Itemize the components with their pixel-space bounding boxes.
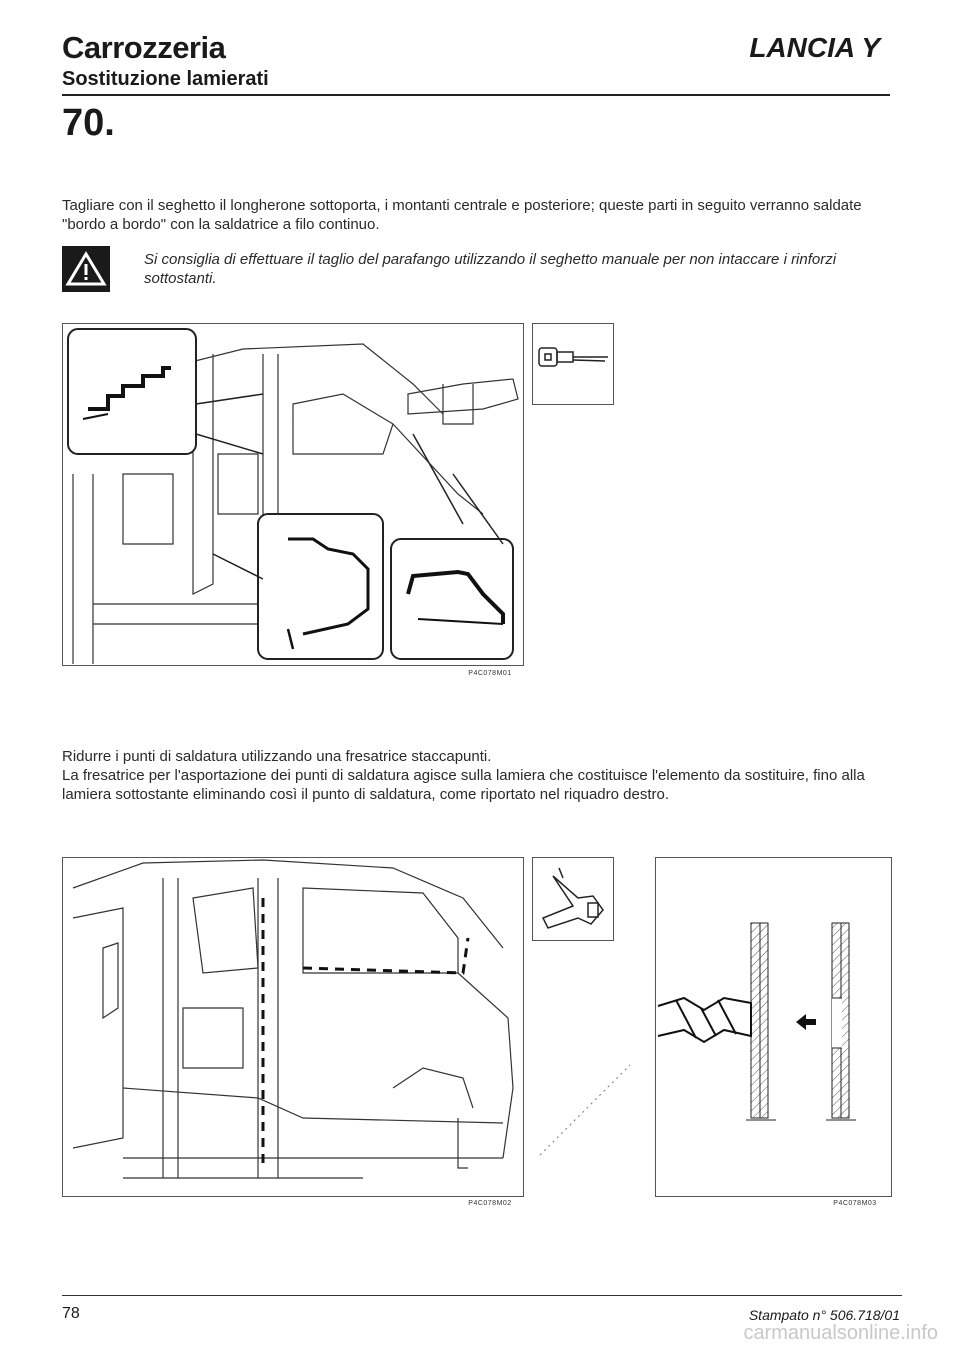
brand-label: LANCIA Y <box>749 32 880 63</box>
print-reference: Stampato n° 506.718/01 <box>748 1307 900 1323</box>
figure-3-caption: P4C078M03 <box>833 1200 877 1207</box>
header-rule <box>62 94 890 96</box>
spot-weld-cutter-icon <box>532 857 614 941</box>
section-number: 70. <box>62 102 115 144</box>
figure-2-caption: P4C078M02 <box>468 1200 512 1207</box>
warning-triangle-icon <box>62 246 110 292</box>
footer-rule <box>62 1295 902 1296</box>
page-subtitle: Sostituzione lamierati <box>62 68 269 90</box>
figure-2-car-body <box>62 857 524 1197</box>
dotted-leader-line <box>530 1060 640 1160</box>
figure-3-drill-detail <box>655 857 892 1197</box>
watermark: carmanualsonline.info <box>743 1322 938 1344</box>
figure-1-car-cut <box>62 323 524 666</box>
saw-icon <box>532 323 614 405</box>
paragraph-2: Ridurre i punti di saldatura utilizzando una fresatrice staccapunti. La fresatrice per l'asportazione dei punti di saldatura agisce sulla lamiera che costituisce l'elemento da sostituire, fino alla lamiera sottostante eliminando così il punto di saldatura, come riportato nel riquadro destro. <box>62 748 865 803</box>
warning-text: Si consiglia di effettuare il taglio del parafango utilizzando il seghetto manuale per non intaccare i rinforzi sottostanti. <box>144 251 837 287</box>
figure-1-caption: P4C078M01 <box>468 670 512 677</box>
page-title: Carrozzeria <box>62 30 226 65</box>
paragraph-1: Tagliare con il seghetto il longherone sottoporta, i montanti centrale e posteriore; queste parti in seguito verranno saldate "bordo a bordo" con la saldatrice a filo continuo. <box>62 197 862 233</box>
page-number: 78 <box>62 1305 80 1322</box>
